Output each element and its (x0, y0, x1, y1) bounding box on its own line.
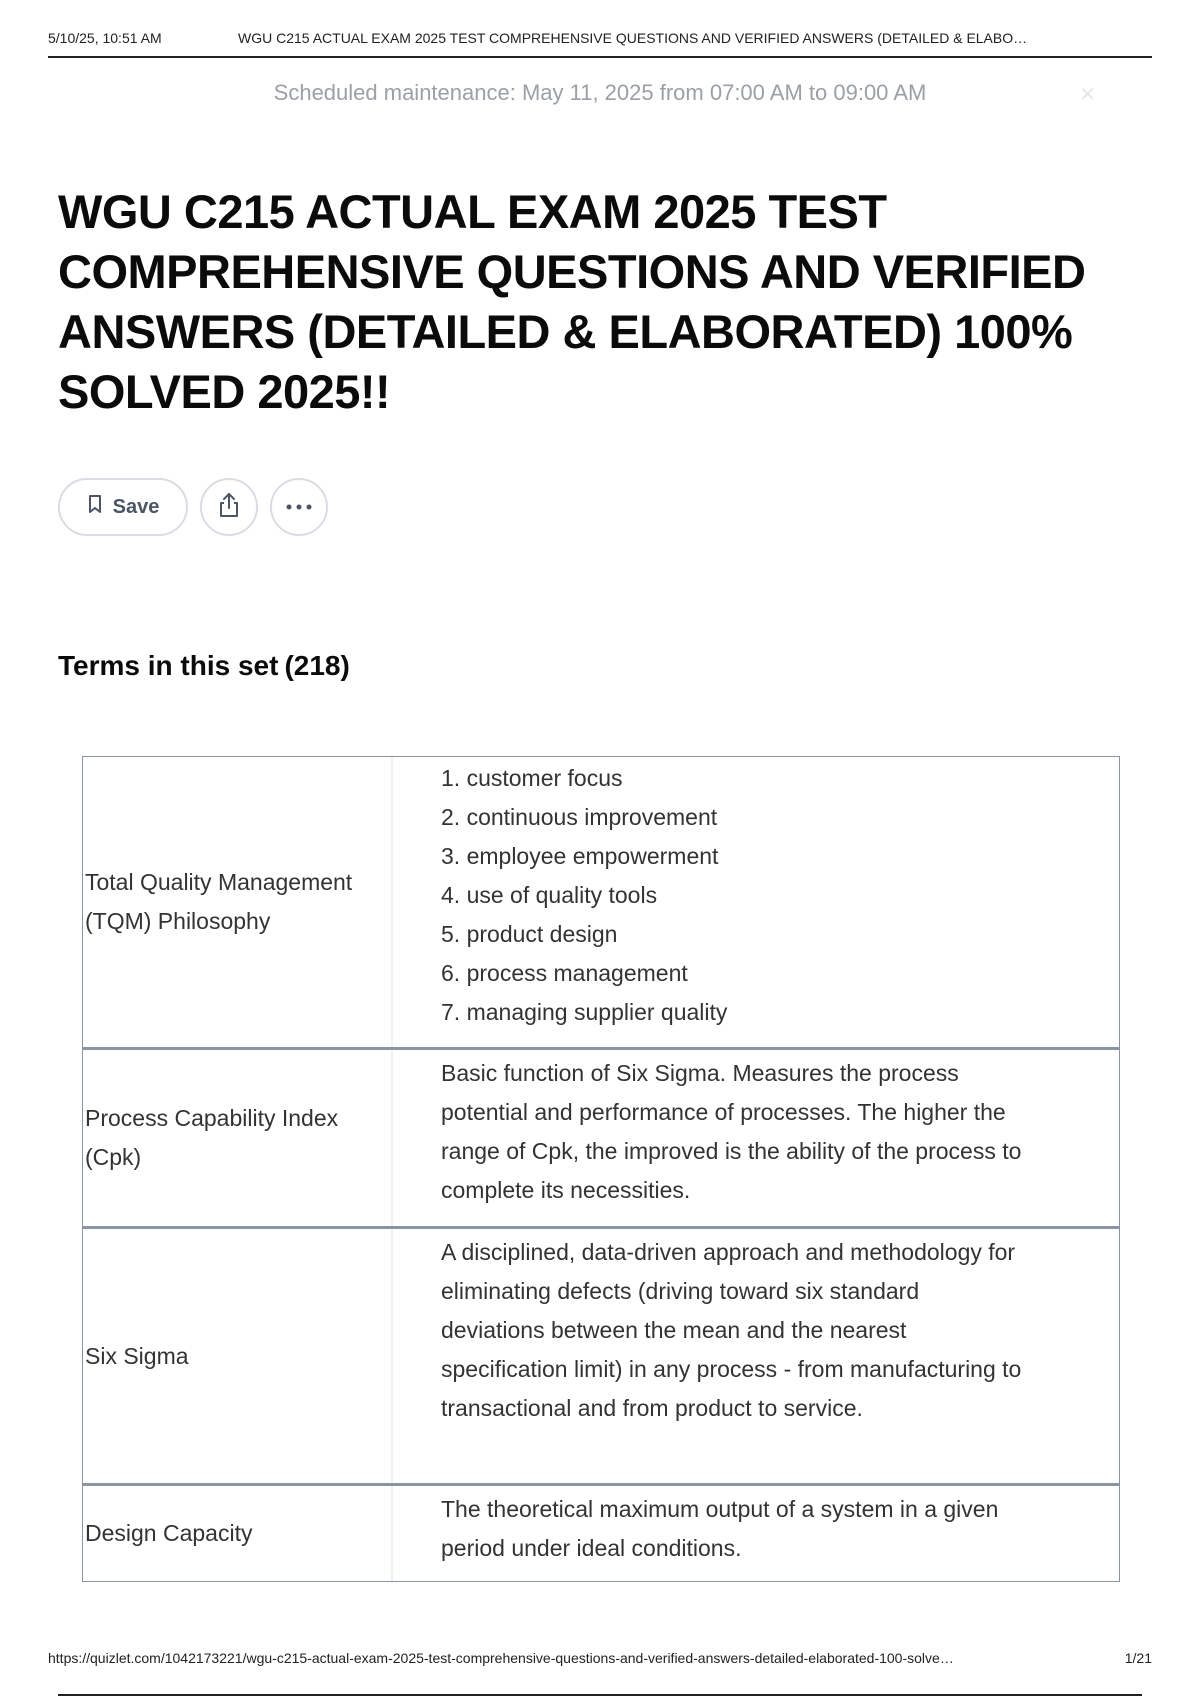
definition-cell: The theoretical maximum output of a system in a given period under ideal conditions. (441, 1496, 999, 1561)
definition-line: 4. use of quality tools (441, 882, 658, 908)
save-button-label: Save (112, 495, 160, 518)
terms-heading (58, 650, 350, 682)
definition-line: 5. product design (441, 921, 618, 947)
definition-line: 6. process management (441, 960, 688, 986)
table-row (83, 1050, 1119, 1229)
close-icon[interactable]: ✕ (1079, 84, 1096, 106)
print-url: https://quizlet.com/1042173221/wgu-c215-actual-exam-2025-test-comprehensive-questions-and-verified-answers-detailed-elaborated-100-solve… (48, 1650, 954, 1666)
term-cell: Design Capacity (83, 1486, 393, 1581)
share-icon (216, 491, 242, 524)
terms-count: (218) (284, 650, 350, 681)
definition-line: 1. customer focus (441, 765, 623, 791)
print-header (48, 30, 1152, 58)
maintenance-banner (58, 80, 1142, 110)
term-cell: Process Capability Index (Cpk) (83, 1050, 393, 1226)
term-cell: Total Quality Management (TQM) Philosophy (83, 757, 393, 1047)
print-document-title: WGU C215 ACTUAL EXAM 2025 TEST COMPREHENSIVE QUESTIONS AND VERIFIED ANSWERS (DETAILED & ELABO… (238, 30, 1028, 46)
set-actions (58, 478, 328, 536)
page-number: 1/21 (1124, 1650, 1152, 1666)
share-button[interactable] (200, 478, 258, 536)
more-button[interactable] (270, 478, 328, 536)
definition-line: 3. employee empowerment (441, 843, 719, 869)
save-button[interactable] (58, 478, 188, 536)
table-row (83, 1486, 1119, 1581)
table-row (83, 1229, 1119, 1486)
page-title: WGU C215 ACTUAL EXAM 2025 TEST COMPREHENSIVE QUESTIONS AND VERIFIED ANSWERS (DETAILED & ELABORATED) 100% SOLVED 2025!! (58, 185, 1086, 418)
definition-cell: Basic function of Six Sigma. Measures the process potential and performance of processes. The higher the range of Cpk, the improved is the ability of the process to complete its necessities. (441, 1060, 1022, 1203)
footer-divider (58, 1694, 1142, 1696)
maintenance-banner-text: Scheduled maintenance: May 11, 2025 from 07:00 AM to 09:00 AM (273, 80, 927, 105)
print-datetime: 5/10/25, 10:51 AM (48, 30, 162, 46)
more-horizontal-icon (285, 498, 313, 516)
table-row (83, 757, 1119, 1050)
terms-heading-label: Terms in this set (58, 650, 279, 681)
term-cell: Six Sigma (83, 1229, 393, 1483)
definition-line: 2. continuous improvement (441, 804, 718, 830)
definition-cell: A disciplined, data-driven approach and methodology for eliminating defects (driving toward six standard deviations between the mean and the nearest specification limit) in any process - from manufacturing to transactional and from product to service. (441, 1239, 1022, 1421)
definition-cell (393, 757, 1119, 1047)
terms-table (82, 756, 1120, 1582)
bookmark-icon (87, 494, 103, 520)
definition-line: 7. managing supplier quality (441, 999, 728, 1025)
